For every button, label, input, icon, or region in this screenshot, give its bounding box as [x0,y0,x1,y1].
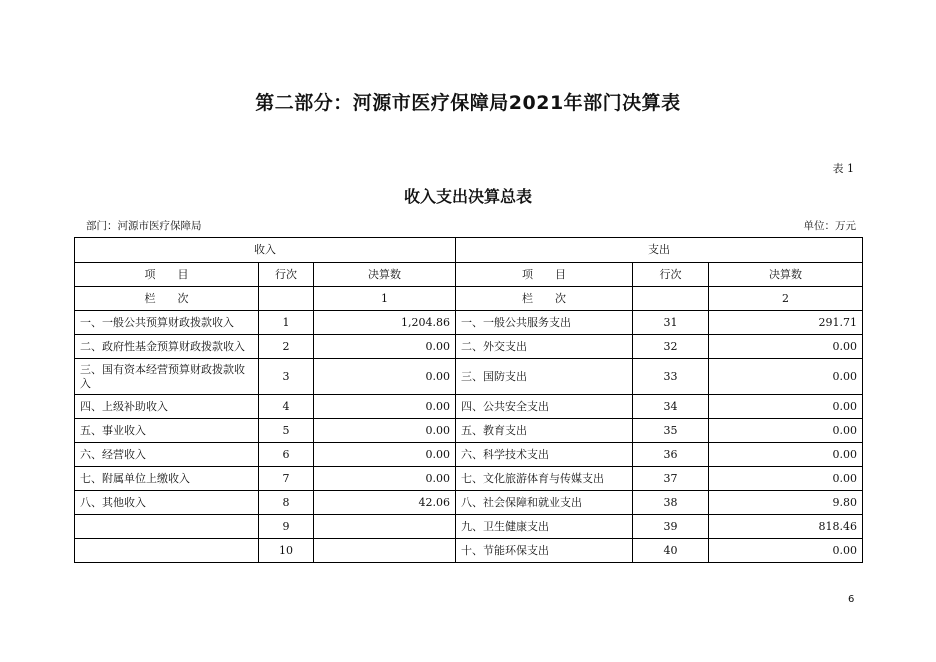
income-amount: 1,204.86 [314,311,456,335]
expense-amount: 0.00 [709,419,863,443]
income-line: 10 [259,539,314,563]
income-line: 8 [259,491,314,515]
income-amount [314,539,456,563]
table-number: 表 1 [832,162,854,175]
expense-amount: 291.71 [709,311,863,335]
expense-item: 三、国防支出 [456,359,633,395]
expense-item: 四、公共安全支出 [456,395,633,419]
column-number-row [75,287,863,311]
income-item [75,515,259,539]
income-item: 五、事业收入 [75,419,259,443]
expense-amount: 9.80 [709,491,863,515]
expense-item: 五、教育支出 [456,419,633,443]
income-column-number: 1 [314,287,456,311]
income-amount: 0.00 [314,359,456,395]
income-column-label: 栏 次 [75,287,259,311]
income-line: 5 [259,419,314,443]
expense-line: 40 [633,539,709,563]
table-row [75,467,863,491]
income-line: 6 [259,443,314,467]
expense-item: 九、卫生健康支出 [456,515,633,539]
expense-item: 十、节能环保支出 [456,539,633,563]
income-item: 三、国有资本经营预算财政拨款收入 [75,359,259,395]
expense-amount: 0.00 [709,395,863,419]
expense-amount: 0.00 [709,359,863,395]
expense-line: 38 [633,491,709,515]
budget-table [74,237,863,563]
income-line: 2 [259,335,314,359]
income-amount: 0.00 [314,443,456,467]
income-item-header: 项 目 [75,263,259,287]
expense-line: 33 [633,359,709,395]
column-header-row [75,263,863,287]
expense-amount-header: 决算数 [709,263,863,287]
page-title: 第二部分：河源市医疗保障局2021年部门决算表 [255,92,681,114]
expense-column-label: 栏 次 [456,287,633,311]
expense-line: 35 [633,419,709,443]
income-item: 二、政府性基金预算财政拨款收入 [75,335,259,359]
income-amount-header: 决算数 [314,263,456,287]
table-row [75,491,863,515]
expense-amount: 0.00 [709,443,863,467]
table-row [75,419,863,443]
income-line: 1 [259,311,314,335]
empty-cell [259,287,314,311]
empty-cell [633,287,709,311]
income-line-header: 行次 [259,263,314,287]
expense-line: 36 [633,443,709,467]
expense-line: 31 [633,311,709,335]
income-line: 7 [259,467,314,491]
expense-amount: 818.46 [709,515,863,539]
income-item: 七、附属单位上缴收入 [75,467,259,491]
income-item: 一、一般公共预算财政拨款收入 [75,311,259,335]
table-row [75,311,863,335]
expense-header: 支出 [456,238,863,263]
income-header: 收入 [75,238,456,263]
expense-item: 二、外交支出 [456,335,633,359]
expense-amount: 0.00 [709,467,863,491]
expense-item-header: 项 目 [456,263,633,287]
table-row [75,515,863,539]
income-item: 四、上级补助收入 [75,395,259,419]
expense-line: 37 [633,467,709,491]
expense-line-header: 行次 [633,263,709,287]
income-item: 六、经营收入 [75,443,259,467]
expense-amount: 0.00 [709,539,863,563]
table-title: 收入支出决算总表 [403,187,532,206]
expense-item: 六、科学技术支出 [456,443,633,467]
unit-label: 单位：万元 [803,220,856,232]
expense-line: 34 [633,395,709,419]
table-row [75,539,863,563]
income-line: 9 [259,515,314,539]
section-header-row [75,238,863,263]
income-amount: 0.00 [314,419,456,443]
income-amount [314,515,456,539]
table-row [75,443,863,467]
income-item [75,539,259,563]
expense-column-number: 2 [709,287,863,311]
department-label: 部门：河源市医疗保障局 [86,220,202,232]
table-row [75,359,863,395]
expense-item: 八、社会保障和就业支出 [456,491,633,515]
income-line: 3 [259,359,314,395]
expense-item: 七、文化旅游体育与传媒支出 [456,467,633,491]
income-line: 4 [259,395,314,419]
expense-line: 32 [633,335,709,359]
income-amount: 0.00 [314,467,456,491]
income-item: 八、其他收入 [75,491,259,515]
income-amount: 0.00 [314,395,456,419]
income-amount: 0.00 [314,335,456,359]
table-row [75,335,863,359]
expense-amount: 0.00 [709,335,863,359]
page-number: 6 [848,594,855,605]
income-amount: 42.06 [314,491,456,515]
table-row [75,395,863,419]
expense-item: 一、一般公共服务支出 [456,311,633,335]
expense-line: 39 [633,515,709,539]
